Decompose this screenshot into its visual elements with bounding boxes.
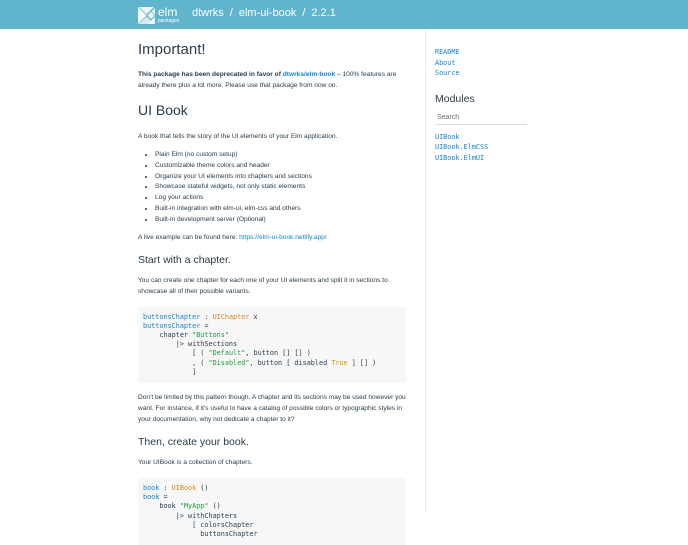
breadcrumb-separator: /	[229, 7, 233, 19]
live-example-prefix: A live example can be found here:	[138, 233, 240, 241]
sidebar	[425, 29, 545, 512]
breadcrumb-separator: /	[302, 7, 306, 19]
deprecation-notice	[138, 69, 408, 91]
code-token: :	[200, 312, 213, 321]
live-example-link[interactable]: https://elm-ui-book.netlify.app/	[239, 233, 327, 241]
code-block-chapter	[138, 307, 406, 383]
module-link-uibook[interactable]: UIBook	[435, 132, 460, 141]
section-heading-chapter: Start with a chapter.	[138, 253, 231, 266]
feature-item: • Built-in development server (Optional)	[155, 215, 408, 226]
feature-item: • Customizable theme colors and header	[155, 161, 408, 172]
important-heading: Important!	[138, 41, 206, 58]
code-token: buttonsChapter	[143, 312, 201, 321]
code-token: UIChapter	[212, 312, 250, 321]
code-token: "Buttons"	[192, 330, 229, 339]
intro-text: A book that tells the story of the UI elements of your Elm application.	[138, 133, 338, 140]
chapter-text: You can create one chapter for each one of your UI elements and split it in sections to showcase all of their possible variants.	[138, 276, 388, 295]
module-link-uibook-elmui[interactable]: UIBook.ElmUI	[435, 153, 485, 162]
feature-item: • Plain Elm (no custom setup)	[155, 150, 408, 161]
modules-heading: Modules	[435, 92, 475, 105]
sidebar-link-source[interactable]: Source	[435, 69, 460, 77]
code-token: |> withSections	[143, 340, 238, 349]
feature-item: • Organize your UI elements into chapters and sections	[155, 172, 408, 183]
deprecation-bold: This package has been deprecated in favor of	[138, 71, 283, 78]
breadcrumb-package[interactable]: elm-ui-book	[238, 7, 297, 19]
code-token: "Disabled"	[208, 358, 250, 367]
code-token: [ (	[143, 349, 209, 358]
module-list	[435, 132, 545, 164]
elm-tangram-icon	[138, 7, 155, 24]
code-token: =	[159, 493, 168, 502]
code-token: buttonsChapter	[143, 321, 201, 330]
sidebar-links	[435, 47, 545, 79]
feature-list	[138, 150, 408, 226]
code-token: chapter	[143, 330, 193, 339]
code-token: |> withChapters	[143, 511, 238, 520]
elm-book-link[interactable]: dtwrks/elm-book	[282, 71, 336, 78]
module-link-uibook-elmcss[interactable]: UIBook.ElmCSS	[435, 143, 489, 151]
section-heading-book: Then, create your book.	[138, 436, 249, 448]
book-text: Your UIBook is a collection of chapters.	[138, 459, 253, 466]
feature-item: • Log your actions	[155, 193, 408, 204]
logo-text: elm	[158, 5, 178, 19]
code-token: :	[159, 484, 172, 492]
feature-item: • Showcase stateful widgets, not only static elements	[155, 182, 408, 193]
code-token: True	[331, 358, 348, 367]
chapter-after-text: Don't be limited by this pattern though. A chapter and its sections may be used however you want. For instance, if it's useful to have a catalog of possible colors or typographic styles in your documentation, why not dedicate a chapter to it?	[138, 394, 406, 423]
code-token: , button [ disabled	[249, 358, 332, 367]
live-example-text	[138, 232, 408, 243]
code-token: UIBook	[171, 484, 197, 492]
breadcrumb	[192, 7, 336, 19]
code-token: =	[200, 321, 209, 330]
readme-content	[138, 29, 408, 545]
code-token: x	[249, 312, 258, 321]
feature-item: • Built-in integration with elm-ui, elm-css and others	[155, 204, 408, 215]
logo-subtext: packages	[158, 18, 180, 24]
code-token: ()	[196, 484, 209, 492]
breadcrumb-user[interactable]: dtwrks	[192, 7, 224, 19]
sidebar-link-about[interactable]: About	[435, 58, 456, 67]
code-token: ()	[208, 502, 221, 511]
code-token: book	[143, 493, 160, 502]
code-token: , button [] [] )	[245, 349, 311, 358]
elm-packages-logo[interactable]	[138, 6, 179, 24]
code-token: , (	[143, 358, 209, 367]
code-token: "MyApp"	[179, 502, 209, 511]
code-token: book	[143, 502, 180, 511]
sidebar-link-readme[interactable]: README	[435, 48, 460, 56]
code-token: ] [] )	[347, 358, 377, 367]
code-token: [ colorsChapter	[143, 520, 254, 529]
page-title: UI Book	[138, 102, 188, 118]
code-token: book	[143, 484, 160, 492]
deprecation-rest: – 100% features are already there plus a lot more. Please use that package from now on.	[138, 71, 397, 89]
code-token: buttonsChapter	[143, 530, 258, 539]
top-bar	[0, 0, 688, 29]
breadcrumb-version: 2.2.1	[311, 7, 336, 19]
code-token: ]	[143, 367, 197, 376]
module-search-input[interactable]	[435, 111, 527, 125]
code-token: "Default"	[208, 349, 246, 358]
